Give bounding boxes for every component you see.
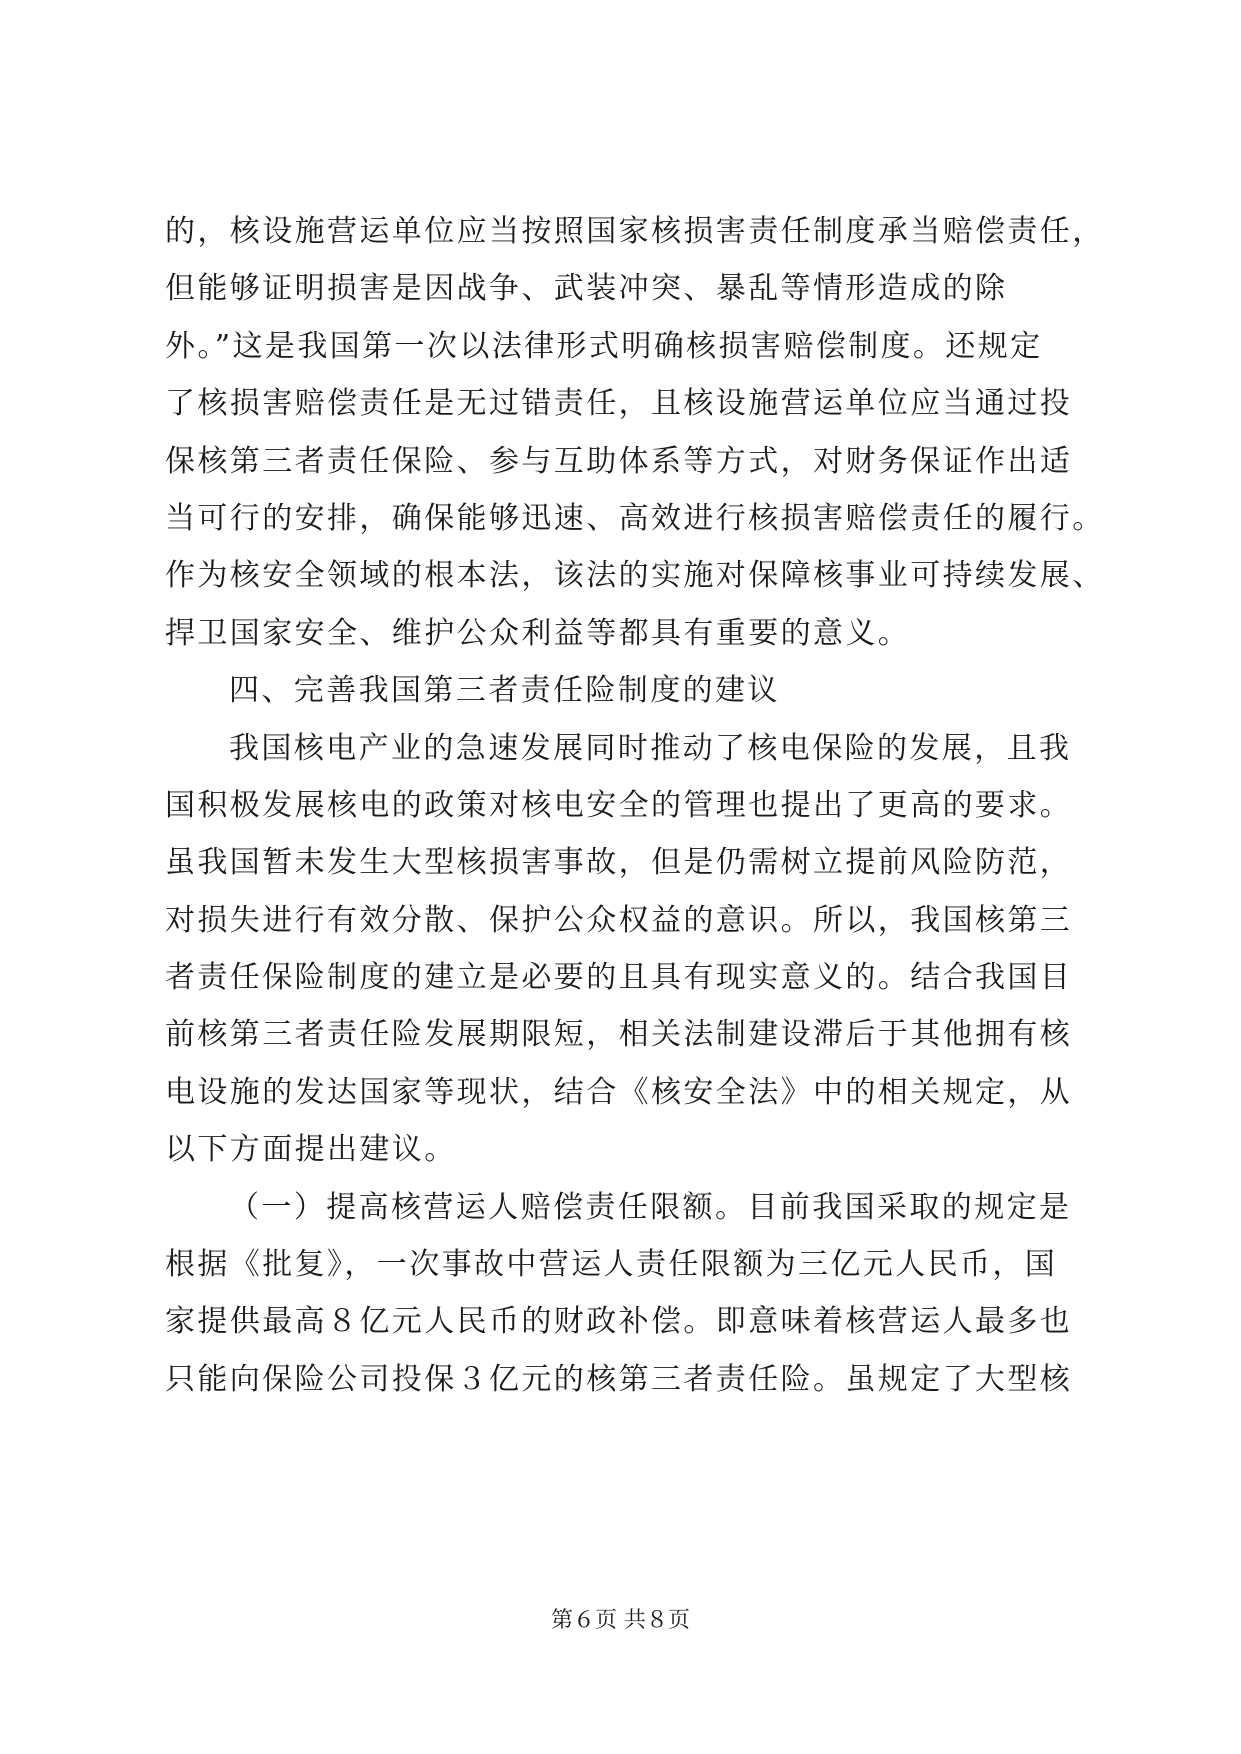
section-heading: 四、完善我国第三者责任险制度的建议	[229, 673, 780, 709]
paragraph-line: 者责任保险制度的建立是必要的且具有现实意义的。结合我国目	[165, 960, 1073, 996]
paragraph-line: 作为核安全领域的根本法，该法的实施对保障核事业可持续发展、	[165, 558, 1105, 594]
paragraph-line: 前核第三者责任险发展期限短，相关法制建设滞后于其他拥有核	[165, 1017, 1073, 1053]
paragraph-line: 虽我国暂未发生大型核损害事故，但是仍需树立提前风险防范，	[165, 845, 1073, 881]
paragraph-line: 当可行的安排，确保能够迅速、高效进行核损害赔偿责任的履行。	[165, 500, 1105, 536]
paragraph-line: 只能向保险公司投保３亿元的核第三者责任险。虽规定了大型核	[165, 1361, 1073, 1397]
paragraph-line: 对损失进行有效分散、保护公众权益的意识。所以，我国核第三	[165, 902, 1073, 938]
paragraph-line: 保核第三者责任保险、参与互助体系等方式，对财务保证作出适	[165, 443, 1073, 479]
page-number-footer: 第６页 共８页	[551, 1608, 690, 1633]
paragraph-line: 家提供最高８亿元人民币的财政补偿。即意味着核营运人最多也	[165, 1304, 1073, 1340]
paragraph-line: 我国核电产业的急速发展同时推动了核电保险的发展，且我	[229, 730, 1072, 766]
document-body	[165, 203, 1105, 1408]
paragraph-line: 电设施的发达国家等现状，结合《核安全法》中的相关规定，从	[165, 1074, 1073, 1110]
paragraph-line: 的，核设施营运单位应当按照国家核损害责任制度承当赔偿责任，	[165, 214, 1105, 249]
paragraph-line: 以下方面提出建议。	[165, 1132, 457, 1168]
paragraph-line: 但能够证明损害是因战争、武装冲突、暴乱等情形造成的除	[165, 271, 1008, 307]
paragraph-line: 国积极发展核电的政策对核电安全的管理也提出了更高的要求。	[165, 787, 1073, 823]
paragraph-line: 了核损害赔偿责任是无过错责任，且核设施营运单位应当通过投	[165, 386, 1073, 422]
paragraph-line: 外。”这是我国第一次以法律形式明确核损害赔偿制度。还规定	[165, 328, 1043, 364]
paragraph-line: （一）提高核营运人赔偿责任限额。目前我国采取的规定是	[229, 1189, 1072, 1225]
paragraph-line: 捍卫国家安全、维护公众利益等都具有重要的意义。	[165, 615, 911, 651]
paragraph-line: 根据《批复》，一次事故中营运人责任限额为三亿元人民币，国	[165, 1247, 1058, 1283]
